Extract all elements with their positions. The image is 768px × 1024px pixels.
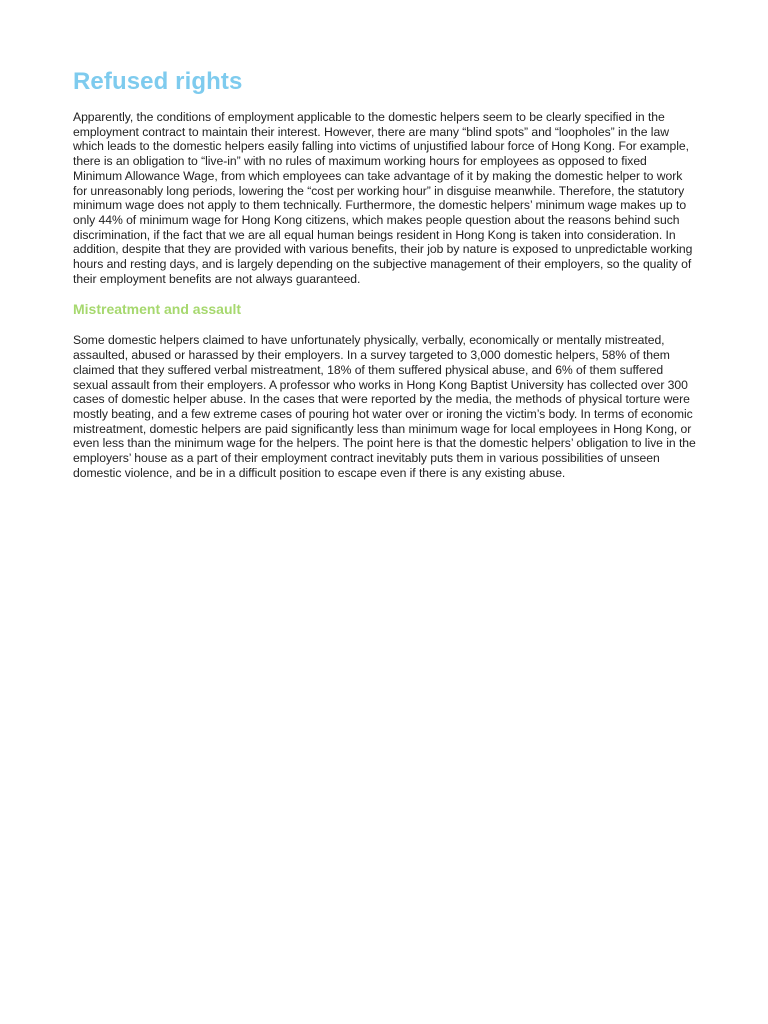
section-title: Refused rights (73, 68, 243, 95)
body-paragraph-mistreatment: Some domestic helpers claimed to have unfortunately physically, verbally, economically or mentally mistreated, assaulted, abused or harassed by their employers. In a survey targeted to 3,000 domestic helpers, 58% of them claimed that they suffered verbal mistreatment, 18% of them suffered physical abuse, and 6% of them suffered sexual assault from their employers. A professor who works in Hong Kong Baptist University has collected over 300 cases of domestic helper abuse. In the cases that were reported by the media, the methods of physical torture were mostly beating, and a few extreme cases of pouring hot water over or ironing the victim’s body. In terms of economic mistreatment, domestic helpers are paid significantly less than minimum wage for local employees in Hong Kong, or even less than the minimum wage for the helpers. The point here is that the domestic helpers’ obligation to live in the employers’ house as a part of their employment contract inevitably puts them in various possibilities of unseen domestic violence, and be in a difficult position to escape even if there is any existing abuse. (73, 333, 696, 480)
body-paragraph-refused-rights: Apparently, the conditions of employment applicable to the domestic helpers seem to be clearly specified in the employment contract to maintain their interest. However, there are many “blind spots” and “loopholes” in the law which leads to the domestic helpers easily falling into victims of unjustified labour force of Hong Kong. For example, there is an obligation to “live-in” with no rules of maximum working hours for employees as opposed to fixed Minimum Allowance Wage, from which employees can take advantage of it by making the domestic helper to work for unreasonably long periods, lowering the “cost per working hour” in disguise meanwhile. Therefore, the statutory minimum wage does not apply to them technically. Furthermore, the domestic helpers’ minimum wage makes up to only 44% of minimum wage for Hong Kong citizens, which makes people question about the reasons behind such discrimination, if the fact that we are all equal human beings resident in Hong Kong is taken into consideration. In addition, despite that they are provided with various benefits, their job by nature is exposed to unpredictable working hours and resting days, and is largely depending on the subjective management of their employers, so the quality of their employment benefits are not always guaranteed. (73, 110, 693, 286)
document-page (73, 68, 697, 480)
section-subtitle: Mistreatment and assault (73, 301, 242, 318)
